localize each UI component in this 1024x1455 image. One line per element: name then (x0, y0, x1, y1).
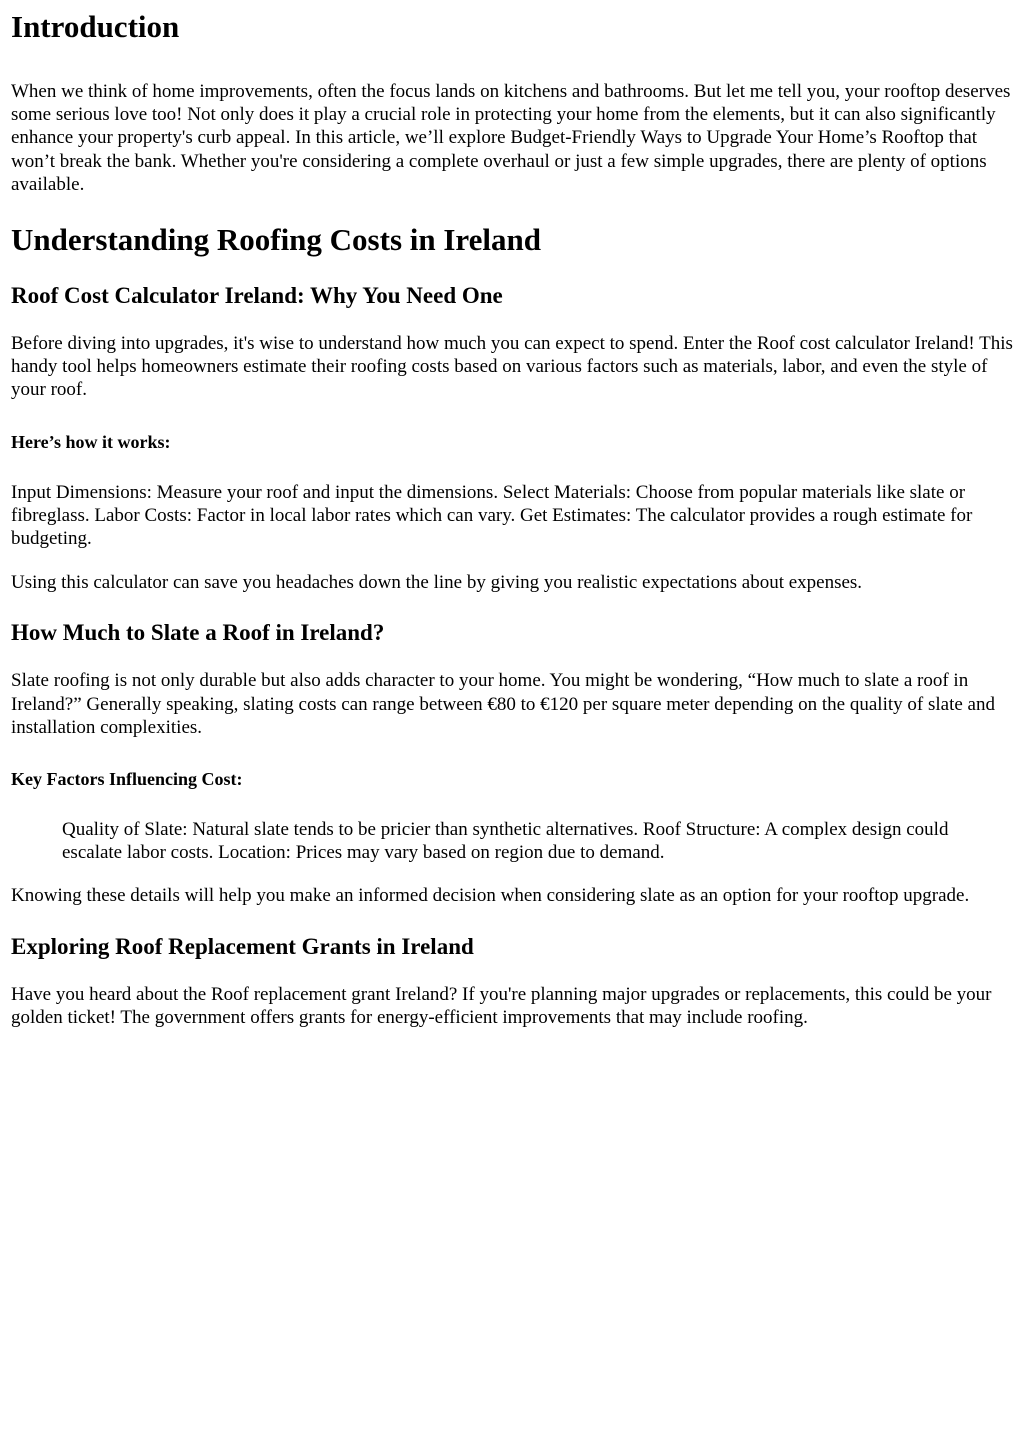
key-factors-heading: Key Factors Influencing Cost: (11, 769, 243, 790)
intro-paragraph: When we think of home improvements, often the focus lands on kitchens and bathrooms. But let me tell you, your rooftop deserves some serious love too! Not only does it play a crucial role in protecting your home from the elements, but it can also significantly enhance your property's curb appeal. In this article, we’ll explore Budget-Friendly Ways to Upgrade Your Home’s Rooftop that won’t break the bank. Whether you're considering a complete overhaul or just a few simple upgrades, there are plenty of options available. (11, 81, 1011, 195)
calculator-steps: Input Dimensions: Measure your roof and input the dimensions. Select Materials: Choose from popular materials like slate or fibreglass. Labor Costs: Factor in local labor rates which can vary. Get Estimates: The calculator provides a rough estimate for budgeting. (11, 481, 973, 550)
grants-heading: Exploring Roof Replacement Grants in Ireland (11, 933, 474, 959)
article (0, 9, 1024, 1029)
intro-heading: Introduction (11, 9, 180, 44)
calculator-closing: Using this calculator can save you headaches down the line by giving you realistic expectations about expenses. (11, 572, 863, 594)
key-factors-list: Quality of Slate: Natural slate tends to be pricier than synthetic alternatives. Roof Structure: A complex design could escalate labor costs. Location: Prices may vary based on region due to demand. (62, 819, 949, 864)
calculator-paragraph: Before diving into upgrades, it's wise to understand how much you can expect to spend. Enter the Roof cost calculator Ireland! This handy tool helps homeowners estimate their roofing costs based on various factors such as materials, labor, and even the style of your roof. (11, 333, 1013, 401)
slate-paragraph: Slate roofing is not only durable but also adds character to your home. You might be wondering, “How much to slate a roof in Ireland?” Generally speaking, slating costs can range between €80 to €120 per square meter depending on the quality of slate and installation complexities. (11, 670, 995, 738)
how-it-works-heading: Here’s how it works: (11, 431, 171, 452)
slate-heading: How Much to Slate a Roof in Ireland? (11, 620, 385, 646)
grants-paragraph: Have you heard about the Roof replacement grant Ireland? If you're planning major upgrades or replacements, this could be your golden ticket! The government offers grants for energy-efficient improvements that may include roofing. (11, 983, 992, 1028)
roofing-costs-heading: Understanding Roofing Costs in Ireland (11, 222, 541, 258)
slate-closing: Knowing these details will help you make an informed decision when considering slate as an option for your rooftop upgrade. (11, 885, 970, 907)
calculator-heading: Roof Cost Calculator Ireland: Why You Need One (11, 283, 503, 309)
